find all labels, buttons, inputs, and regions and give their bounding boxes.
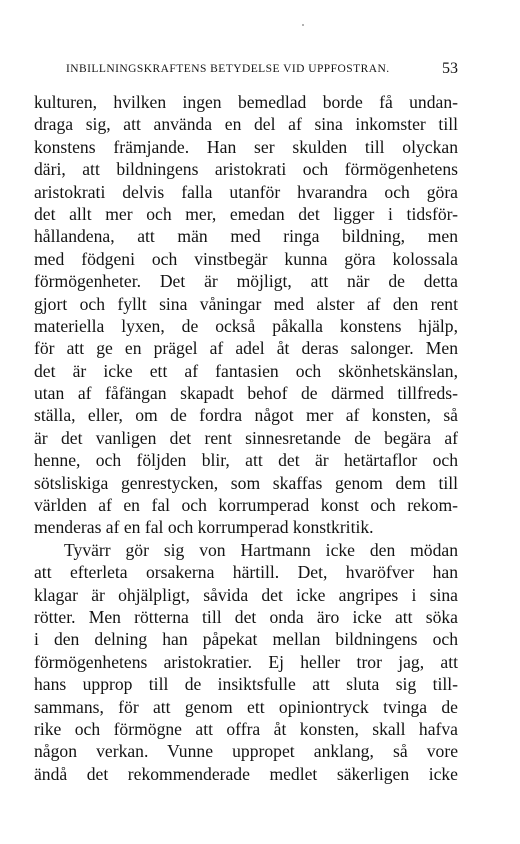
text-line: henne, och följden blir, att det är hetärtaflor och [34,450,458,471]
page-number: 53 [442,60,458,77]
text-line: gjort och fyllt sina våningar med alster af den rent [34,293,458,314]
text-line: för att ge en prägel af adel åt deras salonger. Men [34,338,458,359]
text-line: konstens främjande. Han ser skulden till olyckan [34,136,458,157]
print-speck [302,24,304,26]
text-line: förmögenheter. Det är möjligt, att när de detta [34,271,458,292]
text-line: det är icke ett af fantasien och skönhetskänslan, [34,360,458,381]
text-line: utan af fåfängan skapadt behof de därmed tillfreds- [34,383,458,404]
text-line: ändå det rekommenderade medlet säkerligen icke [34,763,458,784]
text-line: sammans, för att genom ett opiniontryck tvinga de [34,696,458,717]
text-line: sötsliskiga genrestycken, som skaffas genom dem till [34,472,458,493]
text-line: kulturen, hvilken ingen bemedlad borde få undan- [34,92,458,112]
text-line: att efterleta orsakerna härtill. Det, hvaröfver han [34,562,458,583]
text-line: någon verkan. Vunne uppropet anklang, så vore [34,741,458,762]
text-line: det allt mer och mer, emedan det ligger i tidsför- [34,203,458,224]
text-line: hans upprop till de insiktsfulle att sluta sig till- [34,674,458,695]
text-line: klagar är ohjälpligt, såvida det icke angripes i sina [34,584,458,605]
text-line: hållandena, att män med ringa bildning, men [34,226,458,247]
text-line: med födgeni och vinstbegär kunna göra kolossala [34,248,458,269]
text-line: aristokrati delvis falla utanför hvarandra och göra [34,181,458,202]
text-line: förmögenhetens aristokratier. Ej heller tror jag, att [34,651,458,672]
text-line: rötter. Men rötterna till det onda äro icke att söka [34,606,458,627]
text-line: materiella lyxen, de också påkalla konstens hjälp, [34,315,458,336]
text-line: är det vanligen det rent sinnesretande de begära af [34,427,458,448]
text-line: rike och förmögne att offra åt konsten, skall hafva [34,718,458,739]
paragraph-end-line: menderas af en fal och korrumperad konstkritik. [34,517,374,538]
body-text [34,91,458,785]
text-line: i den delning han påpekat mellan bildningens och [34,629,458,650]
page-header [66,60,458,80]
text-line: ställa, eller, om de fordra något mer af konsten, så [34,405,458,426]
text-line: världen af en fal och korrumperad konst och rekom- [34,495,458,516]
text-line: däri, att bildningens aristokrati och förmögenhetens [34,159,458,180]
text-line: draga sig, att använda en del af sina inkomster till [34,114,458,135]
running-head: INBILLNINGSKRAFTENS BETYDELSE VID UPPFOSTRAN. [66,63,390,75]
paragraph-first-line: Tyvärr gör sig von Hartmann icke den mödan [64,539,458,560]
